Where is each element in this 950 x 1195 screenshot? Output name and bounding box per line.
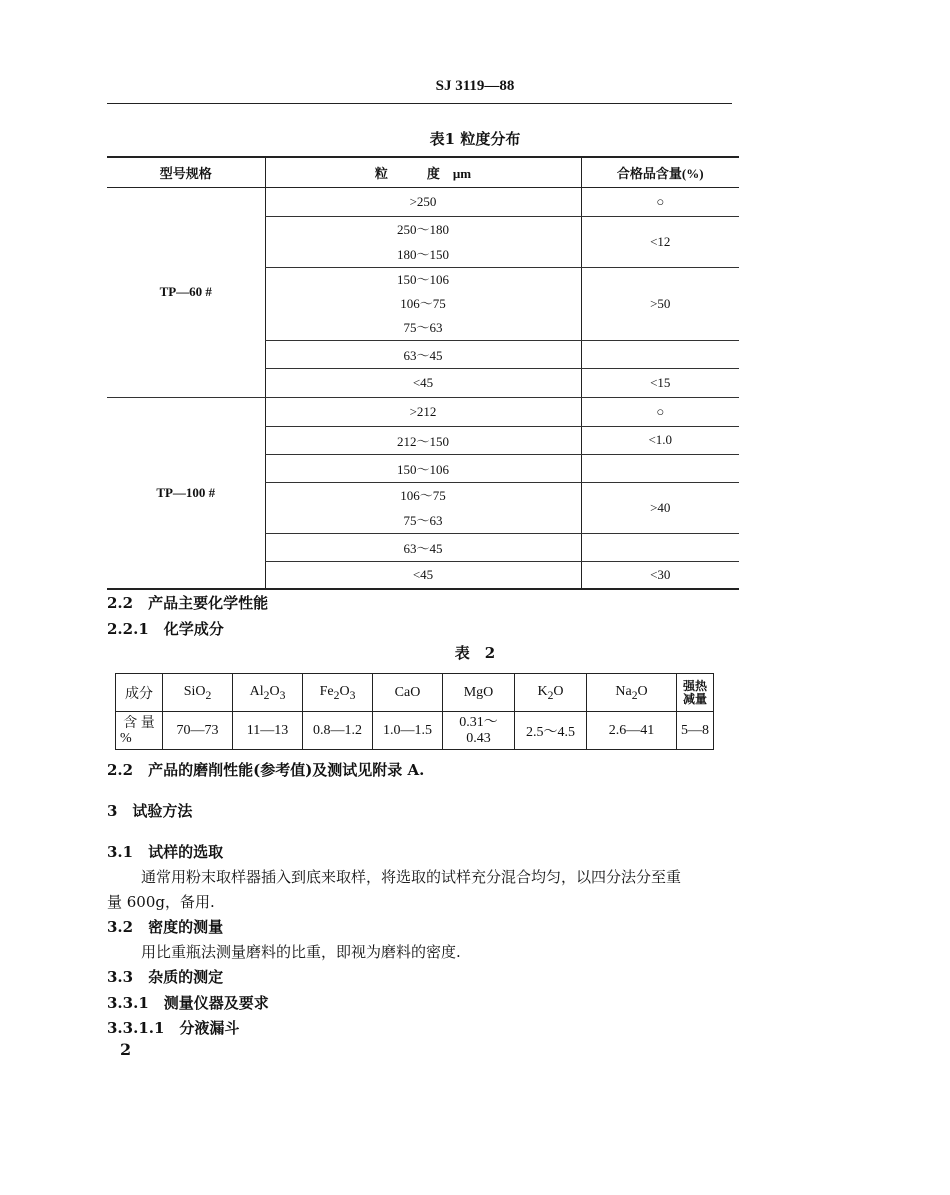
paragraph-3-2: 用比重瓶法测量磨料的比重，即视为磨料的密度. [141, 943, 461, 961]
component-sio2: SiO$_2$ [163, 674, 233, 712]
page-number: 2 [120, 1040, 132, 1059]
content-cell: <1.0 [581, 426, 739, 454]
content-cell [581, 340, 739, 368]
row-label-content: 含 量 % [116, 712, 163, 750]
section-2-2-1: 2.2.1 化学成分 [107, 620, 224, 638]
row-label-component: 成分 [116, 674, 163, 712]
value-fe2o3: 0.8—1.2 [303, 712, 373, 750]
value-loss: 5—8 [677, 712, 714, 750]
header-content: 合格品含量(%) [581, 157, 739, 187]
size-cell: 250～180 180～150 [265, 216, 581, 267]
content-cell: ○ [581, 187, 739, 216]
section-3-3-1: 3.3.1 测量仪器及要求 [107, 994, 269, 1012]
size-cell: 212～150 [265, 426, 581, 454]
size-cell: <45 [265, 561, 581, 589]
component-fe2o3: $Fe_2O_3$ [303, 674, 373, 712]
table-row [107, 187, 739, 216]
table1-caption: 表1 粒度分布 [429, 130, 521, 148]
value-na2o: 2.6—41 [587, 712, 677, 750]
component-mgo: MgO [443, 674, 515, 712]
section-3-1: 3.1 试样的选取 [107, 843, 224, 861]
header-model: 型号规格 [107, 157, 265, 187]
section-3-3: 3.3 杂质的测定 [107, 968, 224, 986]
header-size: 粒 度 μm [265, 157, 581, 187]
content-cell [581, 454, 739, 482]
content-cell: <30 [581, 561, 739, 589]
value-al2o3: 11—13 [233, 712, 303, 750]
header-rule [107, 103, 732, 104]
chemical-composition-table [115, 673, 714, 750]
section-2-2: 2.2 产品主要化学性能 [107, 594, 269, 612]
section-3-2: 3.2 密度的测量 [107, 918, 224, 936]
component-k2o: $K_2O$ [515, 674, 587, 712]
content-cell: >40 [581, 482, 739, 533]
component-na2o: $Na_2O$ [587, 674, 677, 712]
section-2-2-grinding: 2.2 产品的磨削性能(参考值)及测试见附录 A. [107, 761, 425, 779]
content-cell: <15 [581, 368, 739, 397]
size-cell: 150～106 106～75 75～63 [265, 267, 581, 340]
component-al2o3: $Al_2O_3$ [233, 674, 303, 712]
particle-size-table [107, 156, 739, 590]
document-code: SJ 3119—88 [435, 78, 515, 94]
paragraph-3-1-line2: 量 600g，备用. [107, 893, 215, 911]
table2-value-row [116, 712, 714, 750]
size-cell: 106～75 75～63 [265, 482, 581, 533]
value-k2o: 2.5～4.5 [515, 712, 587, 750]
table1-header-row [107, 157, 739, 187]
content-cell [581, 533, 739, 561]
section-3: 3 试验方法 [107, 802, 193, 820]
size-cell: >212 [265, 397, 581, 426]
content-cell: >50 [581, 267, 739, 340]
loss-on-ignition-header: 强热 减量 [677, 674, 714, 712]
section-3-3-1-1: 3.3.1.1 分液漏斗 [107, 1019, 240, 1037]
size-cell: >250 [265, 187, 581, 216]
size-cell: 63～45 [265, 340, 581, 368]
table2-header-row [116, 674, 714, 712]
content-cell: <12 [581, 216, 739, 267]
size-cell: <45 [265, 368, 581, 397]
model-tp100: TP—100 # [107, 397, 265, 589]
size-cell: 63～45 [265, 533, 581, 561]
table2-caption: 表 2 [454, 644, 496, 662]
value-cao: 1.0—1.5 [373, 712, 443, 750]
content-cell: ○ [581, 397, 739, 426]
size-cell: 150～106 [265, 454, 581, 482]
value-mgo: 0.31～ 0.43 [443, 712, 515, 750]
model-tp60: TP—60 # [107, 187, 265, 397]
component-cao: CaO [373, 674, 443, 712]
table-row [107, 397, 739, 426]
value-sio2: 70—73 [163, 712, 233, 750]
paragraph-3-1-line1: 通常用粉末取样器插入到底来取样，将选取的试样充分混合均匀，以四分法分至重 [141, 868, 682, 886]
